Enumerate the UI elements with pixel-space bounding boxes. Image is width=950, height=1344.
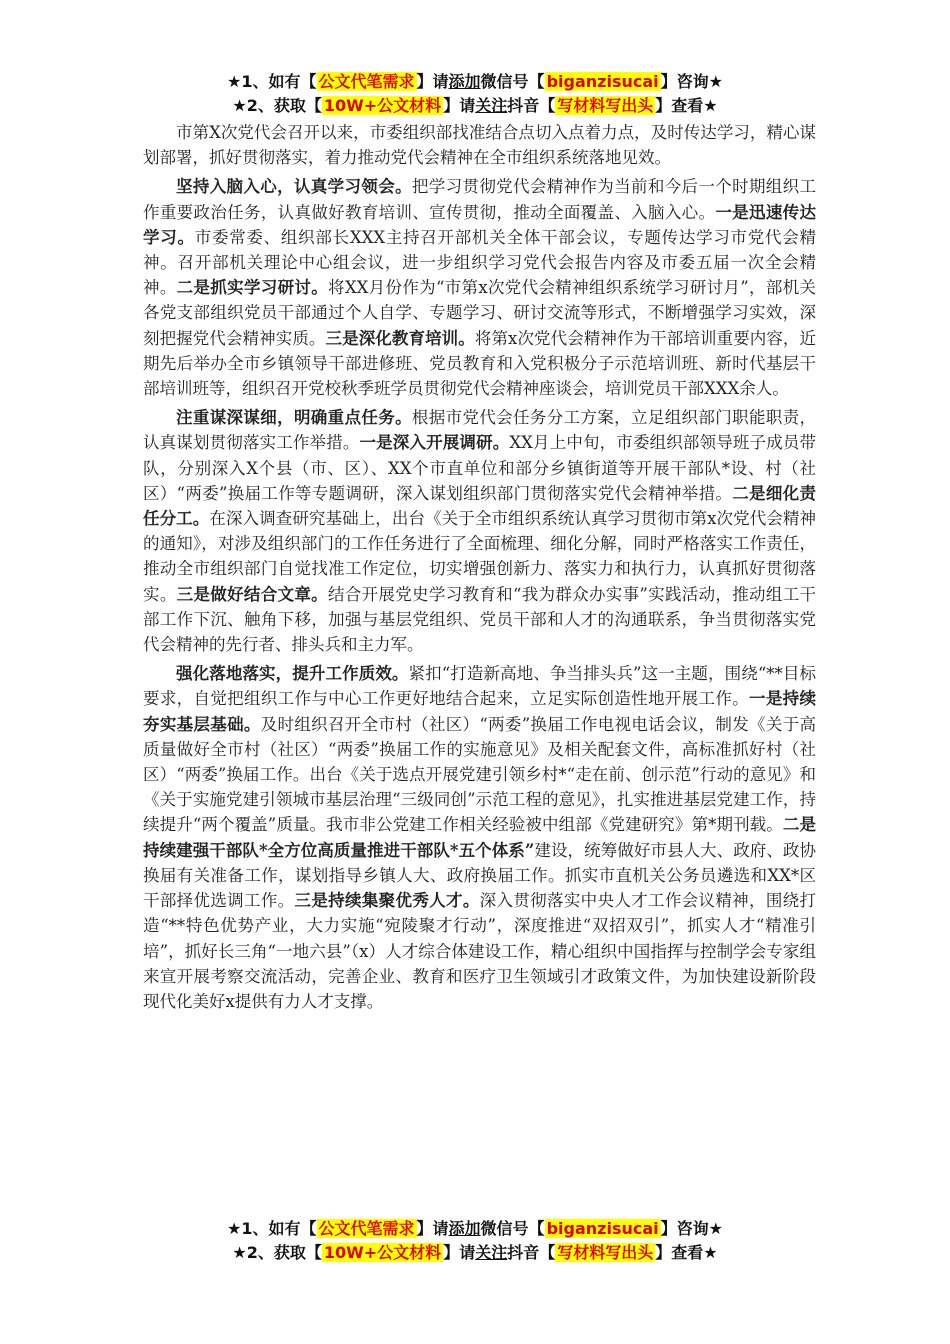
section-heading: 坚持入脑入心，认真学习领会。 xyxy=(176,177,412,197)
promo-text: 】请 xyxy=(416,1219,449,1238)
promo-line-2 xyxy=(0,1241,950,1265)
paragraph-text: 根据市党代会任务分工方案，立足组织部门职能职责，认真谋划贯彻落实工作举措。 xyxy=(143,408,817,453)
promo-douyin-id: 写材料写出头 xyxy=(557,96,654,115)
promo-line-2 xyxy=(0,94,950,118)
intro-paragraph xyxy=(143,120,816,170)
point-heading: 三是做好结合文章。 xyxy=(176,584,328,604)
paragraph-text: XX月上中旬，市委组织部领导班子成员带队，分别深入X个县（市、区）、XX个市直单位和部分乡镇街道等开展干部队*设、村（社区）“两委”换届工作等专题调研，深入谋划组织部门贯彻落实党代会精神举措。 xyxy=(143,433,816,503)
paragraph-text: 在深入调查研究基础上，出台《关于全市组织系统认真学习贯彻市第x次党代会精神的通知》，对涉及组织部门的工作任务进行了全面梳理、细化分解，同时严格落实工作责任，推动全市组织部门自觉找准工作定位，切实增强创新力、落实力和执行力，认真抓好贯彻落实。 xyxy=(143,509,816,604)
paragraph-text: 将XX月份作为“市第x次党代会精神组织系统学习研讨月”，部机关各党支部组织党员干部通过个人自学、专题学习、研讨交流等形式，不断增强学习实效，深刻把握党代会精神实质。 xyxy=(143,278,817,348)
promo-text: 】咨询★ xyxy=(660,72,723,91)
section-heading: 强化落地落实，提升工作质效。 xyxy=(176,664,409,684)
promo-line-1 xyxy=(0,1217,950,1241)
bottom-promo-banner xyxy=(0,1217,950,1265)
section-heading: 注重谋深谋细，明确重点任务。 xyxy=(176,408,412,428)
promo-emphasis: 添加 xyxy=(448,72,481,91)
promo-highlight: 10W+公文材料 xyxy=(323,96,442,115)
promo-highlight: 公文代笔需求 xyxy=(318,1219,415,1238)
promo-text: 】请 xyxy=(416,72,449,91)
promo-text: 抖音【 xyxy=(507,96,556,115)
paragraph-text: 及时组织召开全市村（社区）“两委”换届工作电视电话会议，制发《关于高质量做好全市村（社区）“两委”换届工作的实施意见》及相关配套文件，高标准抓好村（社区）“两委”换届工作。出台《关于选点开展党建引领乡村*“走在前、创示范”行动的意见》和《关于实施党建引领城市基层治理“三级同创”示范工程的意见》，扎实推进基层党建工作，持续提升“两个覆盖”质量。我市非公党建工作相关经验被中组部《党建研究》第*期刊载。 xyxy=(143,714,817,835)
promo-text: ★1、如有【 xyxy=(227,1219,317,1238)
promo-wechat-id: biganzisucai xyxy=(546,1219,659,1238)
paragraph-text: 把学习贯彻党代会精神作为当前和今后一个时期组织工作重要政治任务，认真做好教育培训、宣传贯彻，推动全面覆盖、入脑入心。 xyxy=(143,177,817,222)
paragraph-text: 市第X次党代会召开以来，市委组织部找准结合点切入点着力点，及时传达学习，精心谋划部署，抓好贯彻落实，着力推动党代会精神在全市组织系统落地见效。 xyxy=(143,123,816,168)
promo-emphasis: 添加 xyxy=(448,1219,481,1238)
point-heading: 三是深化教育培训。 xyxy=(325,328,475,348)
promo-highlight: 公文代笔需求 xyxy=(318,72,415,91)
promo-wechat-id: biganzisucai xyxy=(546,72,659,91)
top-promo-banner xyxy=(0,70,950,118)
point-heading: 一是深入开展调研。 xyxy=(359,433,510,453)
paragraph-text: 深入贯彻落实中央人才工作会议精神，围绕打造“**特色优势产业，大力实施“宛陵聚才行动”，深度推进“双招双引”，抓实人才“精准引培”，抓好长三角“一地六县”（x）人才综合体建设工作，精心组织中国指挥与控制学会专家组来宣开展考察交流活动，完善企业、教育和医疗卫生领域引才政策文件，为加快建设新阶段现代化美好x提供有力人才支撑。 xyxy=(143,891,817,1011)
point-heading: 一是迅速传达学习。 xyxy=(143,202,817,247)
paragraph-text: 将第x次党代会精神作为干部培训重要内容，近期先后举办全市乡镇领导干部进修班、党员教育和入党积极分子示范培训班、新时代基层干部培训班等，组织召开党校秋季班学员贯彻党代会精神座谈会，培训党员干部XXX余人。 xyxy=(143,328,817,399)
promo-douyin-id: 写材料写出头 xyxy=(557,1243,654,1262)
paragraph-text: 市委常委、组织部长XXX主持召开部机关全体干部会议，专题传达学习市党代会精神。召开部机关理论中心组会议，进一步组织学习党代会报告内容及市委五届一次全会精神。 xyxy=(143,227,816,298)
point-heading: 三是持续集聚优秀人才。 xyxy=(294,891,480,911)
section-paragraph-implementation xyxy=(143,661,816,1014)
promo-text: ★2、获取【 xyxy=(232,96,322,115)
promo-text: 】请 xyxy=(443,1243,476,1262)
section-paragraph-planning xyxy=(143,405,816,657)
paragraph-text: 结合开展党史学习教育和“我为群众办实事”实践活动，推动组工干部工作下沉、触角下移，加强与基层党组织、党员干部和人才的沟通联系，争当贯彻落实党代会精神的先行者、排头兵和主力军。 xyxy=(143,584,817,655)
promo-highlight: 10W+公文材料 xyxy=(323,1243,442,1262)
paragraph-text: 建设，统筹做好市县人大、政府、政协换届有关准备工作，谋划指导乡镇人大、政府换届工作。抓实市直机关公务员遴选和XX*区干部择优选调工作。 xyxy=(143,840,816,911)
point-heading: 二是抓实学习研讨。 xyxy=(176,278,329,298)
promo-text: 】查看★ xyxy=(655,1243,718,1262)
promo-line-1 xyxy=(0,70,950,94)
promo-text: 抖音【 xyxy=(507,1243,556,1262)
promo-emphasis: 关注 xyxy=(475,96,508,115)
article-body xyxy=(143,120,816,1018)
section-paragraph-study xyxy=(143,174,816,401)
promo-text: ★2、获取【 xyxy=(232,1243,322,1262)
paragraph-text: 紧扣“打造新高地、争当排头兵”这一主题，围绕“**目标要求，自觉把组织工作与中心工作更好地结合起来，立足实际创造性地开展工作。 xyxy=(143,664,816,709)
promo-text: 】查看★ xyxy=(655,96,718,115)
point-heading: 二是细化责任分工。 xyxy=(143,483,816,529)
promo-emphasis: 关注 xyxy=(475,1243,508,1262)
promo-text: 】咨询★ xyxy=(660,1219,723,1238)
point-heading: 一是持续夯实基层基础。 xyxy=(143,689,817,734)
promo-text: 】请 xyxy=(443,96,476,115)
point-heading: 二是持续建强干部队*全方位高质量推进干部队*五个体系” xyxy=(143,815,816,860)
promo-text: 微信号【 xyxy=(480,1219,545,1238)
promo-text: 微信号【 xyxy=(480,72,545,91)
promo-text: ★1、如有【 xyxy=(227,72,317,91)
